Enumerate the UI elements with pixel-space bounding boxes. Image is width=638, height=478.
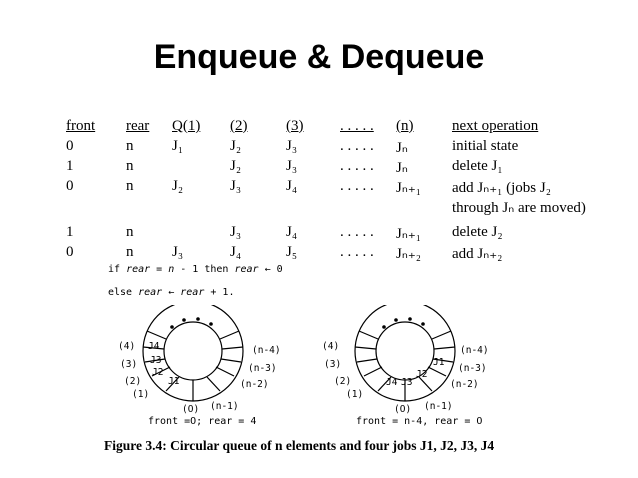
cell-qn: Jₙ — [396, 140, 408, 156]
code-token: rear — [138, 287, 163, 298]
cell-rear: n — [126, 244, 134, 260]
ellipsis-dot — [394, 318, 398, 322]
cell-op: delete J₂ — [452, 224, 503, 240]
slot-divider — [221, 359, 241, 362]
table-row-continuation — [62, 198, 622, 218]
cell-dots: . . . . . — [340, 244, 374, 260]
slot-divider — [432, 331, 451, 339]
slot-divider — [207, 377, 220, 391]
code-token: rear — [180, 287, 205, 298]
pos-label: (O) — [182, 404, 200, 415]
cell-rear: n — [126, 178, 134, 194]
cell-op: delete J₁ — [452, 158, 503, 174]
pos-label: (3) — [324, 359, 342, 370]
cell-op: add Jₙ₊₁ (jobs J₂ — [452, 180, 551, 196]
ellipsis-dot — [382, 325, 386, 329]
labels-left — [118, 341, 281, 427]
job-label: J1 — [433, 357, 445, 368]
cell-q2: J₂ — [230, 138, 242, 154]
cell-qn: Jₙ₊₁ — [396, 180, 421, 196]
queue-status: front = n-4, rear = O — [356, 416, 483, 427]
cell-front: 0 — [66, 244, 74, 260]
slot-divider — [216, 367, 234, 376]
pos-label: (n-1) — [210, 401, 239, 412]
inner-ring — [164, 322, 222, 380]
pos-label: (n-1) — [424, 401, 453, 412]
cell-front: 0 — [66, 178, 74, 194]
slot-divider — [434, 347, 455, 349]
header-next-operation: next operation — [452, 118, 539, 134]
job-label: J2 — [416, 369, 428, 380]
job-label: J1 — [168, 376, 180, 387]
header-front: front — [66, 118, 96, 134]
pos-label: (3) — [120, 359, 138, 370]
cell-rear: n — [126, 224, 134, 240]
code-token: = — [150, 264, 169, 275]
pos-label: (4) — [322, 341, 340, 352]
cell-q3: J₃ — [286, 158, 298, 174]
labels-right — [322, 341, 489, 427]
pos-label: (1) — [132, 389, 150, 400]
header-q2: (2) — [230, 118, 248, 134]
pos-label: (2) — [334, 376, 352, 387]
code-line-if — [108, 264, 283, 275]
slot-divider — [357, 359, 377, 362]
code-token: else — [108, 287, 139, 298]
cell-dots: . . . . . — [340, 224, 374, 240]
cell-qn: Jₙ — [396, 160, 408, 176]
header-q1: Q(1) — [172, 118, 201, 134]
pos-label: (1) — [346, 389, 364, 400]
ellipsis-dot — [170, 325, 174, 329]
circular-queue-figure — [100, 305, 540, 433]
code-token: - 1 then — [174, 264, 235, 275]
cell-qn: Jₙ₊₂ — [396, 246, 421, 262]
table-row — [62, 244, 622, 264]
cell-q3: J₅ — [286, 244, 298, 260]
cell-dots: . . . . . — [340, 138, 374, 154]
header-q3: (3) — [286, 118, 304, 134]
slot-divider — [355, 347, 376, 349]
cell-front: 1 — [66, 224, 74, 240]
header-dots: . . . . . — [340, 118, 374, 134]
cell-op: initial state — [452, 138, 519, 154]
cell-front: 0 — [66, 138, 74, 154]
cell-q3: J₄ — [286, 178, 298, 194]
job-label: J4 — [148, 341, 160, 352]
ellipsis-dot — [408, 317, 412, 321]
pos-label: (n-4) — [460, 345, 489, 356]
pos-label: (4) — [118, 341, 136, 352]
slot-divider — [222, 347, 243, 349]
pos-label: (O) — [394, 404, 412, 415]
code-line-else — [108, 287, 234, 298]
pos-label: (n-3) — [458, 363, 487, 374]
pos-label: (n-3) — [248, 363, 277, 374]
cell-rear: n — [126, 138, 134, 154]
cell-q2: J₄ — [230, 244, 242, 260]
cell-dots: . . . . . — [340, 158, 374, 174]
table-row — [62, 178, 622, 198]
table-row — [62, 224, 622, 244]
ellipsis-dot — [209, 322, 213, 326]
cell-q2: J₂ — [230, 158, 242, 174]
cell-qn: Jₙ₊₁ — [396, 226, 421, 242]
table-row — [62, 158, 622, 178]
pos-label: (n-2) — [450, 379, 479, 390]
cell-q1: J₁ — [172, 138, 184, 154]
cell-q2: J₃ — [230, 178, 242, 194]
pos-label: (2) — [124, 376, 142, 387]
ellipsis-dot — [182, 318, 186, 322]
slot-divider — [359, 331, 378, 339]
cell-q3: J₃ — [286, 138, 298, 154]
cell-front: 1 — [66, 158, 74, 174]
cell-q1: J₂ — [172, 178, 184, 194]
slide-title: Enqueue & Dequeue — [153, 38, 485, 76]
job-label: J4 — [386, 377, 398, 388]
slot-divider — [220, 331, 239, 339]
cell-op: add Jₙ₊₂ — [452, 246, 503, 262]
table-header — [62, 118, 622, 138]
code-token: n — [168, 264, 175, 275]
table-row — [62, 138, 622, 158]
pos-label: (n-4) — [252, 345, 281, 356]
cell-q1: J₃ — [172, 244, 184, 260]
slot-divider — [364, 367, 382, 376]
code-token: if — [108, 264, 127, 275]
header-qn: (n) — [396, 118, 414, 134]
code-token: rear — [234, 264, 259, 275]
cell-dots: . . . . . — [340, 178, 374, 194]
slot-divider — [428, 367, 446, 376]
code-token: ← 0 — [258, 264, 283, 275]
job-label: J2 — [152, 367, 164, 378]
figure-caption: Figure 3.4: Circular queue of n elements and four jobs J1, J2, J3, J4 — [104, 438, 495, 453]
code-token: + 1. — [204, 287, 235, 298]
circular-queue-left — [143, 305, 243, 401]
cell-rear: n — [126, 158, 134, 174]
job-label: J3 — [150, 355, 162, 366]
job-label: J3 — [401, 377, 413, 388]
header-rear: rear — [126, 118, 150, 134]
cell-q3: J₄ — [286, 224, 298, 240]
queue-state-table — [62, 118, 622, 264]
code-token: rear — [126, 264, 151, 275]
pos-label: (n-2) — [240, 379, 269, 390]
ellipsis-dot — [421, 322, 425, 326]
code-token: ← — [162, 287, 181, 298]
cell-q2: J₃ — [230, 224, 242, 240]
ellipsis-dot — [196, 317, 200, 321]
cell-op-continuation: through Jₙ are moved) — [452, 200, 586, 216]
queue-status: front =O; rear = 4 — [148, 416, 257, 427]
slot-divider — [147, 331, 166, 339]
